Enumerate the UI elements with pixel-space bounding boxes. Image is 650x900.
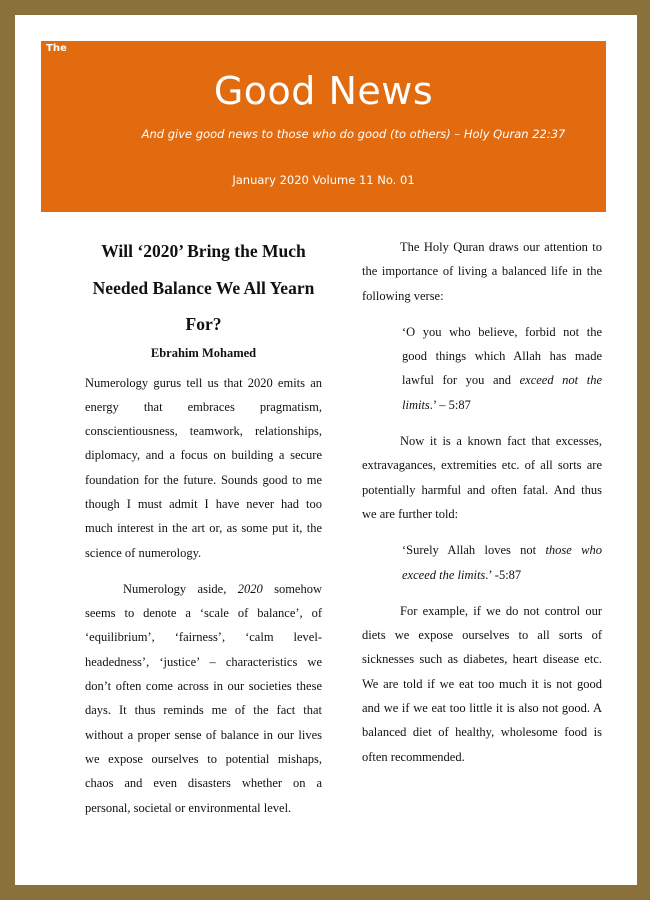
paragraph-4: Now it is a known fact that excesses, extravagances, extremities etc. of all sorts are potentially harmful and often fatal. And thus we are further told: bbox=[362, 434, 602, 521]
paragraph-3: The Holy Quran draws our attention to the importance of living a balanced life in the following verse: bbox=[362, 240, 602, 303]
issue-info: January 2020 Volume 11 No. 01 bbox=[232, 173, 415, 187]
paragraph-5: For example, if we do not control our diets we expose ourselves to all sorts of sicknesses such as diabetes, heart disease etc. We are told if we eat too much it is not good and we if we eat too little it is also not good. A balanced diet of healthy, wholesome food is often recommended. bbox=[362, 603, 602, 764]
paragraph-2-emphasis: 2020 bbox=[237, 581, 263, 596]
quote-1-ref: .’ – 5:87 bbox=[429, 397, 471, 412]
quote-2 bbox=[402, 538, 602, 587]
paragraph-1: Numerology gurus tell us that 2020 emits an energy that embraces pragmatism, conscientiousness, teamwork, relationships, diplomacy, and a focus on building a secure foundation for the future. Sounds good to me though I must admit I have never had too much interest in the art or, as some put it, the science of numerology. bbox=[85, 375, 322, 560]
newsletter-page bbox=[15, 15, 637, 885]
quote-2-emphasis: those who exceed the limits bbox=[402, 543, 602, 582]
masthead-tagline: And give good news to those who do good (to others) – Holy Quran 22:37 bbox=[141, 127, 566, 141]
quote-1-emphasis: exceed not the limits bbox=[402, 373, 602, 412]
masthead bbox=[41, 41, 606, 212]
article-author: Ebrahim Mohamed bbox=[150, 345, 257, 360]
paragraph-2-text: Numerology aside, bbox=[123, 581, 238, 596]
paragraph-2-text-cont: somehow seems to denote a ‘scale of balance’, of ‘equilibrium’, ‘fairness’, ‘calm level-headedness’, ‘justice’ – characteristics we don’t often come across in our societies these days. It thus reminds me of the fact that without a proper sense of balance in our lives we expose ourselves to potential mishaps, chaos and even disasters whether on a personal, societal or environmental level. bbox=[85, 581, 322, 815]
left-column bbox=[85, 235, 322, 820]
quote-2-text: ‘Surely Allah loves not bbox=[402, 543, 546, 558]
quote-2-ref: .’ -5:87 bbox=[485, 567, 522, 582]
newsletter-title: Good News bbox=[213, 69, 434, 113]
article-headline: Will ‘2020’ Bring the Much Needed Balance We All Yearn For? bbox=[92, 241, 315, 334]
quote-1 bbox=[402, 320, 602, 417]
paragraph-2 bbox=[85, 577, 322, 820]
quote-1-text: ‘O you who believe, forbid not the good things which Allah has made lawful for you and bbox=[402, 324, 602, 388]
masthead-kicker: The bbox=[46, 43, 67, 54]
right-column bbox=[362, 235, 602, 769]
